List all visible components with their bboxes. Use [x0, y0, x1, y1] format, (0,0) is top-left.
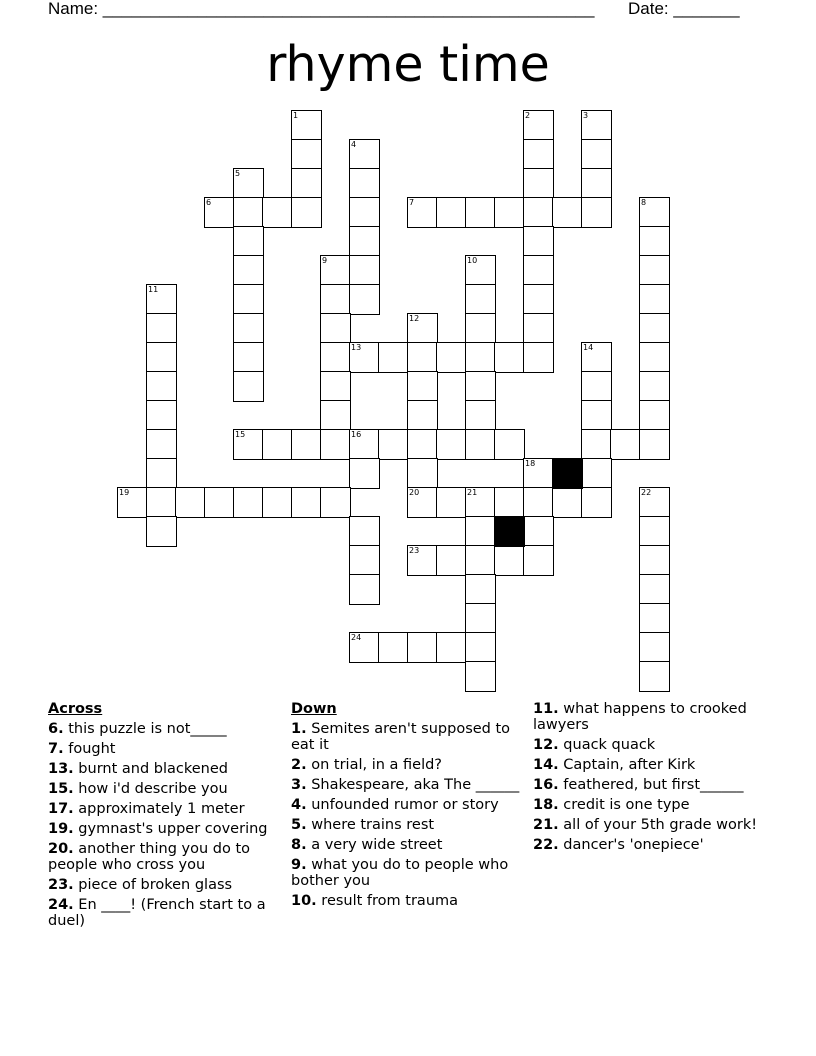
grid-cell[interactable]: [378, 632, 409, 663]
grid-cell[interactable]: [523, 255, 554, 286]
grid-cell[interactable]: [465, 603, 496, 634]
clue-item-text: credit is one type: [558, 797, 690, 813]
clue-item-number: 14.: [533, 757, 559, 773]
clue-item-number: 3.: [291, 777, 307, 793]
clue-item: [291, 893, 521, 909]
grid-cell[interactable]: [552, 487, 583, 518]
clue-number: 13: [351, 343, 362, 352]
grid-cell[interactable]: [291, 168, 322, 199]
clue-item-number: 11.: [533, 701, 559, 717]
grid-cell[interactable]: [639, 632, 670, 663]
grid-cell[interactable]: [436, 545, 467, 576]
grid-cell[interactable]: [262, 429, 293, 460]
grid-cell[interactable]: [639, 313, 670, 344]
grid-cell[interactable]: [465, 400, 496, 431]
grid-cell[interactable]: [320, 255, 351, 286]
grid-block: [552, 458, 583, 489]
grid-cell[interactable]: [262, 487, 293, 518]
clue-number: 19: [119, 488, 130, 497]
grid-cell[interactable]: [117, 487, 148, 518]
grid-cell[interactable]: [407, 487, 438, 518]
clue-number: 16: [351, 430, 362, 439]
clue-number: 15: [235, 430, 246, 439]
grid-cell[interactable]: [349, 574, 380, 605]
grid-cell[interactable]: [407, 545, 438, 576]
grid-cell[interactable]: [639, 400, 670, 431]
clue-item-text: this puzzle is not_____: [63, 721, 227, 737]
clue-number: 6: [206, 198, 212, 207]
clue-number: 22: [641, 488, 652, 497]
grid-cell[interactable]: [436, 487, 467, 518]
grid-cell[interactable]: [523, 197, 554, 228]
clue-item-text: where trains rest: [306, 817, 435, 833]
clue-item-text: result from trauma: [316, 893, 459, 909]
clue-item: [48, 801, 276, 817]
clue-item: [48, 821, 276, 837]
clue-item-text: En ____! (French start to a duel): [48, 897, 266, 929]
grid-cell[interactable]: [320, 400, 351, 431]
clue-item-number: 2.: [291, 757, 307, 773]
clue-item-number: 20.: [48, 841, 74, 857]
clue-item-text: approximately 1 meter: [73, 801, 245, 817]
grid-cell[interactable]: [465, 342, 496, 373]
clue-number: 9: [322, 256, 328, 265]
grid-cell[interactable]: [639, 661, 670, 692]
grid-cell[interactable]: [146, 342, 177, 373]
clue-item-number: 22.: [533, 837, 559, 853]
grid-cell[interactable]: [233, 371, 264, 402]
clue-item-number: 13.: [48, 761, 74, 777]
grid-cell[interactable]: [349, 458, 380, 489]
grid-cell[interactable]: [320, 429, 351, 460]
grid-cell[interactable]: [639, 574, 670, 605]
clue-number: 7: [409, 198, 415, 207]
grid-cell[interactable]: [262, 197, 293, 228]
grid-cell[interactable]: [146, 487, 177, 518]
date-field[interactable]: Date: _______: [628, 0, 740, 18]
grid-cell[interactable]: [523, 168, 554, 199]
clue-item-number: 16.: [533, 777, 559, 793]
grid-cell[interactable]: [320, 313, 351, 344]
clue-number: 23: [409, 546, 420, 555]
clue-item-number: 9.: [291, 857, 307, 873]
clue-item: [48, 721, 276, 737]
grid-cell[interactable]: [204, 487, 235, 518]
grid-cell[interactable]: [523, 545, 554, 576]
clue-item-text: unfounded rumor or story: [306, 797, 499, 813]
grid-cell[interactable]: [581, 458, 612, 489]
grid-cell[interactable]: [233, 429, 264, 460]
grid-cell[interactable]: [523, 284, 554, 315]
clue-item: [533, 777, 769, 793]
grid-cell[interactable]: [233, 284, 264, 315]
grid-cell[interactable]: [465, 197, 496, 228]
clue-item-text: what you do to people who bother you: [291, 857, 509, 889]
name-field[interactable]: Name: ____________________________________________________: [48, 0, 595, 18]
clue-item: [291, 721, 521, 753]
grid-cell[interactable]: [639, 255, 670, 286]
grid-cell[interactable]: [639, 429, 670, 460]
grid-cell[interactable]: [146, 313, 177, 344]
clue-item-text: on trial, in a field?: [306, 757, 443, 773]
grid-cell[interactable]: [465, 429, 496, 460]
grid-cell[interactable]: [523, 226, 554, 257]
grid-cell[interactable]: [349, 545, 380, 576]
grid-cell[interactable]: [465, 313, 496, 344]
clue-item: [533, 757, 769, 773]
clue-item: [291, 837, 521, 853]
grid-cell[interactable]: [581, 197, 612, 228]
grid-cell[interactable]: [436, 197, 467, 228]
down-clues: [291, 701, 521, 913]
grid-cell[interactable]: [349, 168, 380, 199]
grid-cell[interactable]: [349, 284, 380, 315]
clue-item-number: 4.: [291, 797, 307, 813]
clue-item-text: quack quack: [558, 737, 656, 753]
clue-item-text: feathered, but first______: [558, 777, 744, 793]
grid-cell[interactable]: [523, 139, 554, 170]
clue-number: 8: [641, 198, 647, 207]
grid-cell[interactable]: [581, 168, 612, 199]
grid-cell[interactable]: [610, 429, 641, 460]
clue-item-text: Semites aren't supposed to eat it: [291, 721, 511, 753]
clue-item-text: another thing you do to people who cross you: [48, 841, 251, 873]
grid-cell[interactable]: [233, 168, 264, 199]
grid-cell[interactable]: [494, 545, 525, 576]
clue-number: 10: [467, 256, 478, 265]
grid-cell[interactable]: [291, 139, 322, 170]
grid-cell[interactable]: [465, 516, 496, 547]
grid-cell[interactable]: [465, 284, 496, 315]
grid-cell[interactable]: [320, 284, 351, 315]
grid-cell[interactable]: [175, 487, 206, 518]
grid-cell[interactable]: [639, 603, 670, 634]
clue-item: [533, 817, 769, 833]
grid-cell[interactable]: [465, 545, 496, 576]
grid-cell[interactable]: [349, 516, 380, 547]
grid-cell[interactable]: [349, 342, 380, 373]
grid-cell[interactable]: [436, 429, 467, 460]
grid-cell[interactable]: [349, 255, 380, 286]
grid-cell[interactable]: [639, 516, 670, 547]
clue-item-text: dancer's 'onepiece': [558, 837, 704, 853]
clue-item-text: fought: [63, 741, 116, 757]
grid-cell[interactable]: [320, 487, 351, 518]
clue-item-text: a very wide street: [306, 837, 443, 853]
clue-item-number: 15.: [48, 781, 74, 797]
clue-item-text: piece of broken glass: [73, 877, 233, 893]
clue-number: 3: [583, 111, 589, 120]
clue-item-number: 12.: [533, 737, 559, 753]
down-clue-list: [291, 721, 521, 909]
grid-cell[interactable]: [407, 400, 438, 431]
grid-cell[interactable]: [494, 197, 525, 228]
grid-cell[interactable]: [378, 342, 409, 373]
grid-cell[interactable]: [233, 226, 264, 257]
clue-item-number: 23.: [48, 877, 74, 893]
grid-cell[interactable]: [146, 371, 177, 402]
clue-number: 24: [351, 633, 362, 642]
grid-cell[interactable]: [146, 429, 177, 460]
clue-item-text: Shakespeare, aka The ______: [306, 777, 520, 793]
grid-cell[interactable]: [233, 255, 264, 286]
grid-cell[interactable]: [146, 458, 177, 489]
down-heading: Down: [291, 701, 337, 717]
clue-item-text: all of your 5th grade work!: [558, 817, 758, 833]
grid-cell[interactable]: [523, 342, 554, 373]
grid-cell[interactable]: [233, 313, 264, 344]
grid-cell[interactable]: [581, 371, 612, 402]
grid-cell[interactable]: [233, 342, 264, 373]
grid-cell[interactable]: [639, 284, 670, 315]
clue-item: [533, 737, 769, 753]
grid-cell[interactable]: [349, 139, 380, 170]
grid-cell[interactable]: [436, 342, 467, 373]
grid-cell[interactable]: [581, 342, 612, 373]
grid-cell[interactable]: [639, 342, 670, 373]
clue-item-text: what happens to crooked lawyers: [533, 701, 747, 733]
clue-item: [48, 877, 276, 893]
clue-number: 2: [525, 111, 531, 120]
grid-cell[interactable]: [494, 429, 525, 460]
grid-cell[interactable]: [146, 284, 177, 315]
grid-cell[interactable]: [639, 197, 670, 228]
clue-number: 14: [583, 343, 594, 352]
clue-item-number: 6.: [48, 721, 64, 737]
clue-item-number: 18.: [533, 797, 559, 813]
grid-cell[interactable]: [349, 226, 380, 257]
clue-number: 1: [293, 111, 299, 120]
clue-number: 20: [409, 488, 420, 497]
grid-cell[interactable]: [523, 313, 554, 344]
grid-cell[interactable]: [233, 487, 264, 518]
clue-item-text: gymnast's upper covering: [73, 821, 268, 837]
grid-cell[interactable]: [523, 110, 554, 141]
clue-item: [291, 777, 521, 793]
grid-cell[interactable]: [349, 429, 380, 460]
clue-item: [291, 857, 521, 889]
grid-cell[interactable]: [523, 516, 554, 547]
grid-cell[interactable]: [407, 458, 438, 489]
grid-cell[interactable]: [465, 255, 496, 286]
clue-item: [48, 761, 276, 777]
grid-cell[interactable]: [465, 661, 496, 692]
clue-number: 4: [351, 140, 357, 149]
grid-cell[interactable]: [639, 226, 670, 257]
grid-cell[interactable]: [436, 632, 467, 663]
clue-item: [48, 841, 276, 873]
down-clue-list-continued: [533, 701, 769, 853]
grid-block: [494, 516, 525, 547]
clue-item-number: 24.: [48, 897, 74, 913]
grid-cell[interactable]: [494, 342, 525, 373]
grid-cell[interactable]: [465, 487, 496, 518]
grid-cell[interactable]: [291, 110, 322, 141]
grid-cell[interactable]: [639, 545, 670, 576]
clue-item-number: 5.: [291, 817, 307, 833]
clue-item: [533, 837, 769, 853]
grid-cell[interactable]: [407, 342, 438, 373]
clue-number: 21: [467, 488, 478, 497]
across-clues: [48, 701, 276, 933]
grid-cell[interactable]: [320, 342, 351, 373]
down-clues-continued: [533, 701, 769, 857]
grid-cell[interactable]: [233, 197, 264, 228]
clue-item: [533, 701, 769, 733]
clue-item: [48, 741, 276, 757]
clue-item-number: 21.: [533, 817, 559, 833]
grid-cell[interactable]: [639, 371, 670, 402]
clue-item-text: burnt and blackened: [73, 761, 228, 777]
grid-cell[interactable]: [146, 400, 177, 431]
grid-cell[interactable]: [349, 197, 380, 228]
grid-cell[interactable]: [407, 429, 438, 460]
clue-item-text: Captain, after Kirk: [558, 757, 696, 773]
grid-cell[interactable]: [146, 516, 177, 547]
grid-cell[interactable]: [581, 110, 612, 141]
grid-cell[interactable]: [523, 487, 554, 518]
grid-cell[interactable]: [349, 632, 380, 663]
grid-cell[interactable]: [581, 139, 612, 170]
clue-item: [291, 817, 521, 833]
clue-item-number: 10.: [291, 893, 317, 909]
puzzle-title: rhyme time: [266, 36, 550, 93]
grid-cell[interactable]: [291, 487, 322, 518]
clue-number: 11: [148, 285, 159, 294]
grid-cell[interactable]: [494, 487, 525, 518]
grid-cell[interactable]: [581, 429, 612, 460]
grid-cell[interactable]: [291, 429, 322, 460]
grid-cell[interactable]: [581, 400, 612, 431]
clue-number: 18: [525, 459, 536, 468]
clue-item-text: how i'd describe you: [73, 781, 228, 797]
grid-cell[interactable]: [378, 429, 409, 460]
grid-cell[interactable]: [407, 197, 438, 228]
clue-item-number: 19.: [48, 821, 74, 837]
grid-cell[interactable]: [465, 371, 496, 402]
grid-cell[interactable]: [407, 371, 438, 402]
clue-item: [291, 797, 521, 813]
clue-item-number: 8.: [291, 837, 307, 853]
grid-cell[interactable]: [291, 197, 322, 228]
across-heading: Across: [48, 701, 103, 717]
clue-item: [48, 781, 276, 797]
clue-item: [533, 797, 769, 813]
clue-number: 5: [235, 169, 241, 178]
clue-item-number: 1.: [291, 721, 307, 737]
grid-cell[interactable]: [581, 487, 612, 518]
across-clue-list: [48, 721, 276, 929]
clue-number: 12: [409, 314, 420, 323]
clue-item-number: 17.: [48, 801, 74, 817]
grid-cell[interactable]: [523, 458, 554, 489]
grid-cell[interactable]: [407, 313, 438, 344]
grid-cell[interactable]: [407, 632, 438, 663]
clue-item-number: 7.: [48, 741, 64, 757]
grid-cell[interactable]: [552, 197, 583, 228]
grid-cell[interactable]: [465, 632, 496, 663]
grid-cell[interactable]: [465, 574, 496, 605]
grid-cell[interactable]: [639, 487, 670, 518]
grid-cell[interactable]: [320, 371, 351, 402]
clue-item: [291, 757, 521, 773]
clue-item: [48, 897, 276, 929]
grid-cell[interactable]: [204, 197, 235, 228]
